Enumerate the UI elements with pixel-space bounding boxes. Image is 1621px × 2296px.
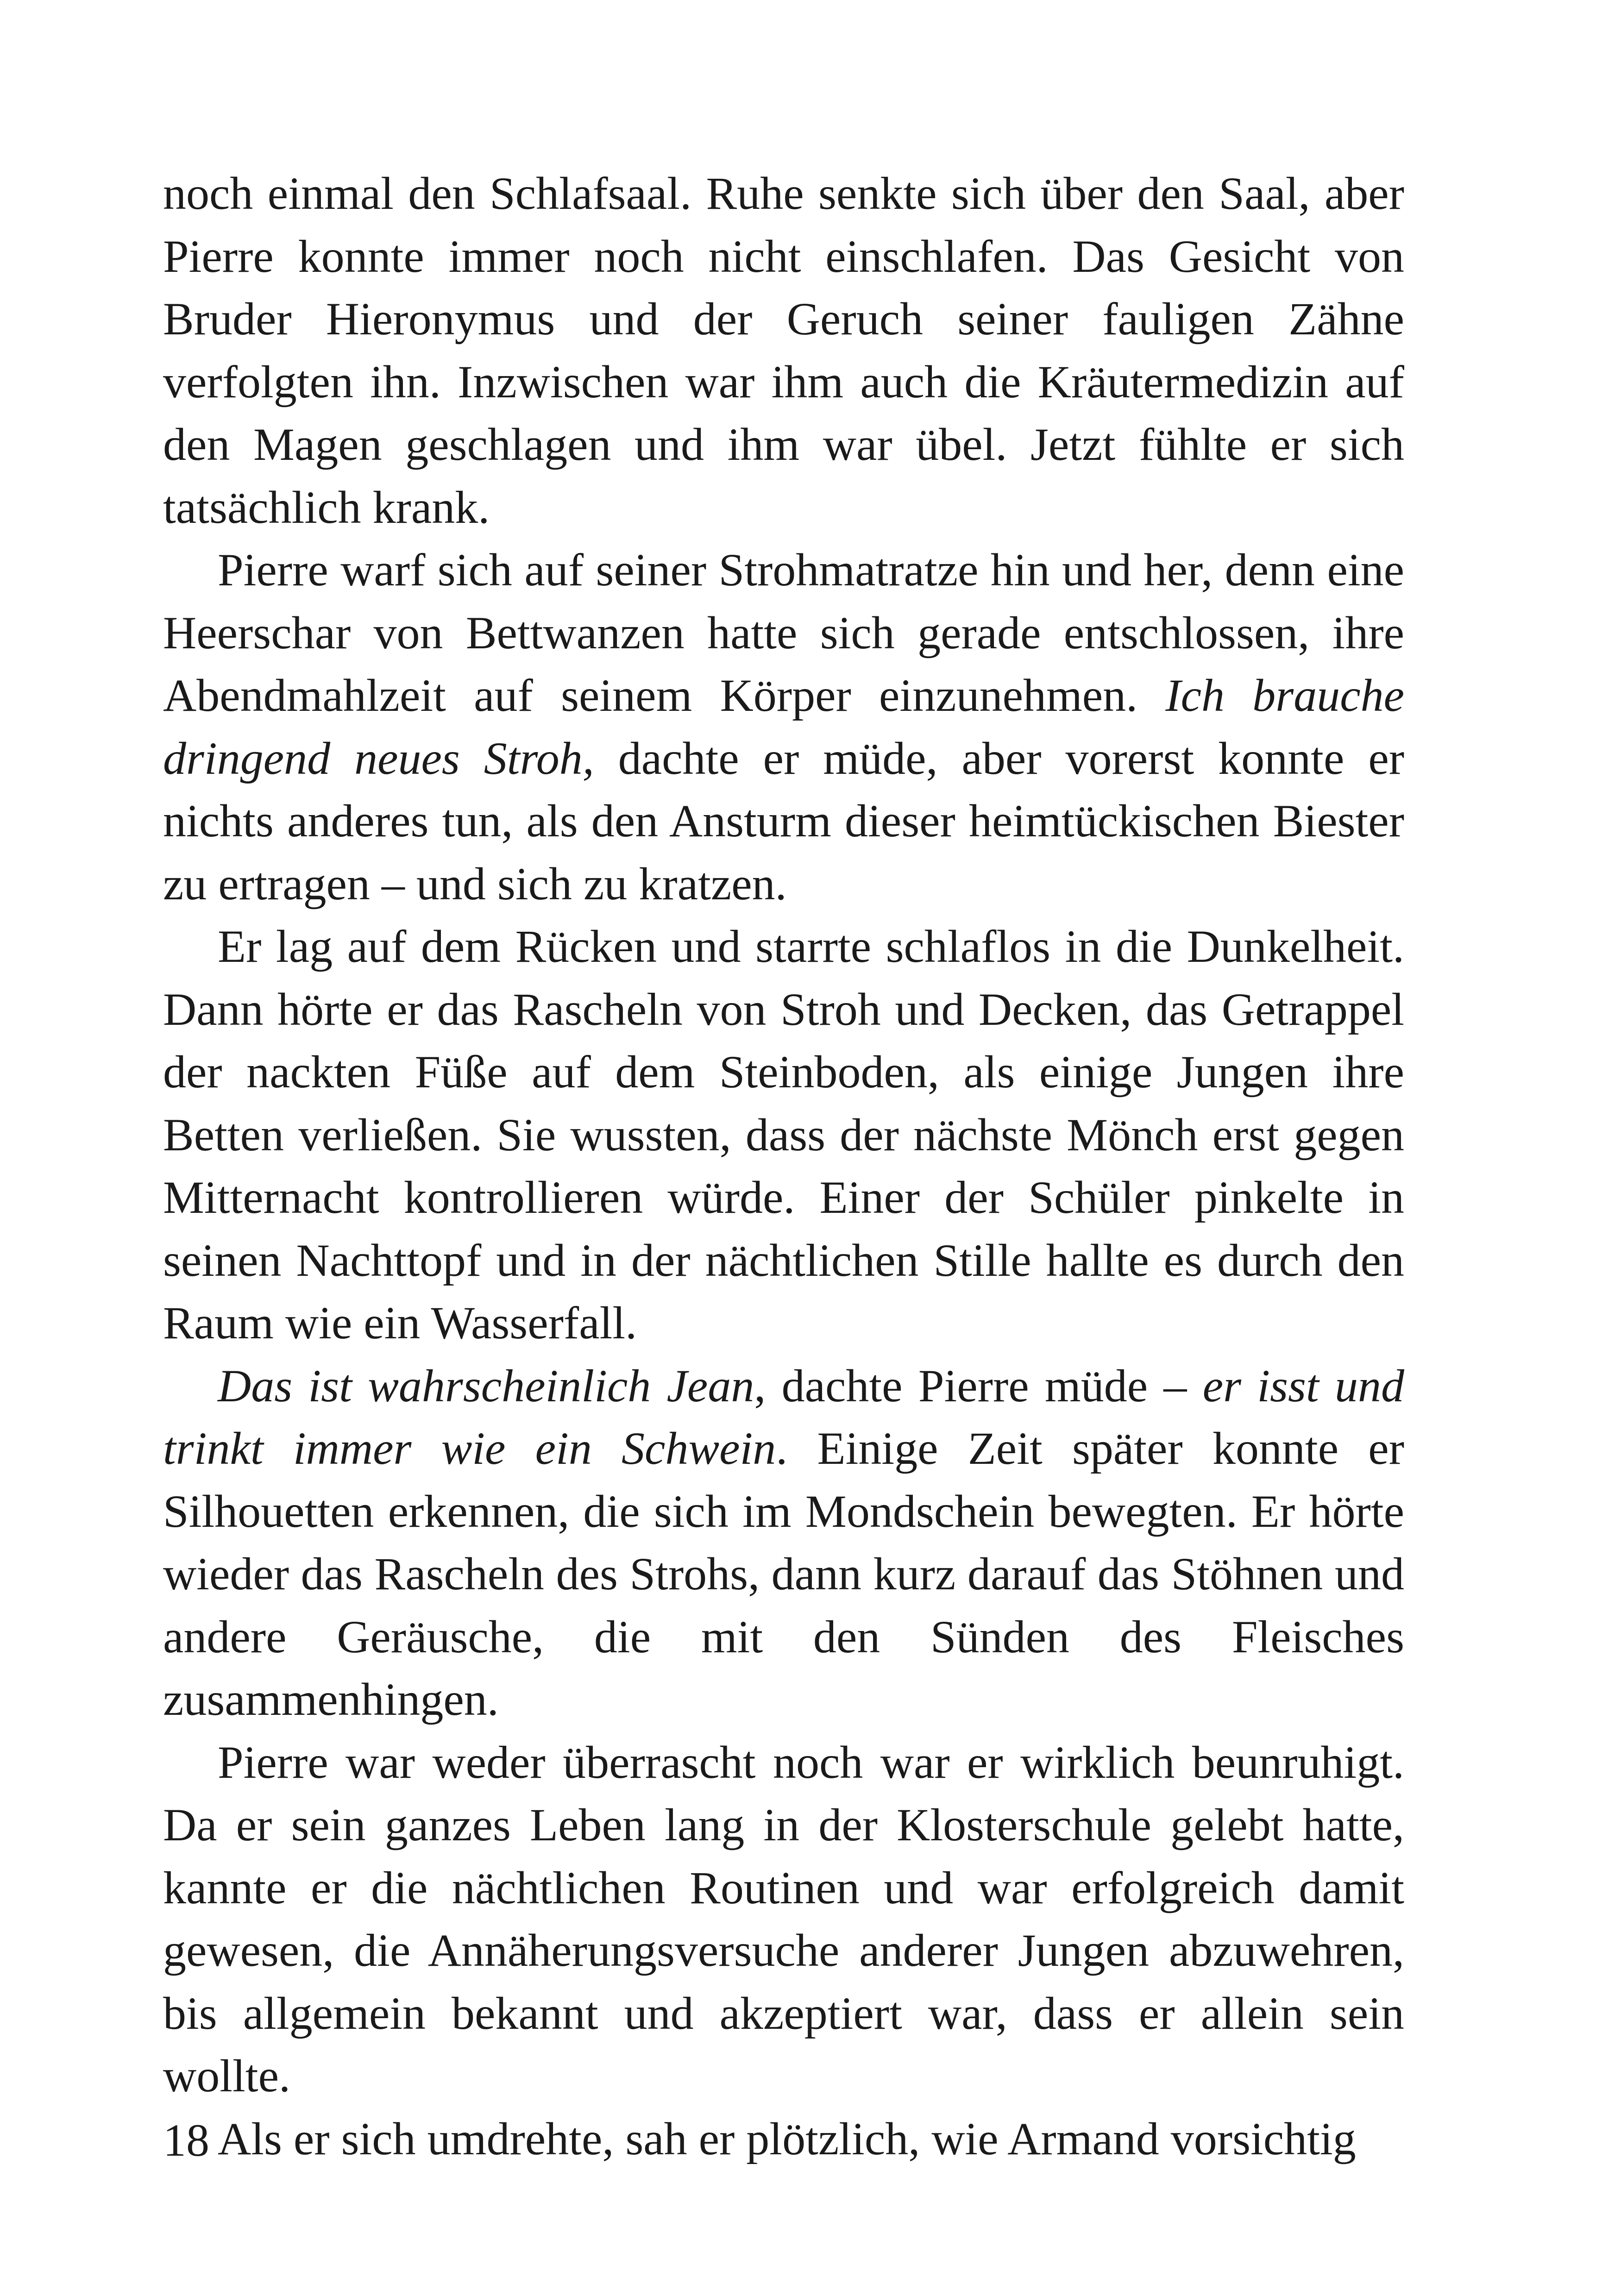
text-run: Als er sich umdrehte, sah er plötzlich, wie Armand vorsichtig [218, 2113, 1356, 2164]
italic-thought: er isst und trinkt immer wie ein Schwein [163, 1360, 1405, 1474]
text-run: Er lag auf dem Rücken und starrte schlaflos in die Dunkelheit. Dann hörte er das Rascheln von Stroh und Decken, das Getrappel der nackten Füße auf dem Steinboden, als einige Jungen ihre Betten verließen. Sie wussten, dass der nächste Mönch erst gegen Mitternacht kontrollieren würde. Einer der Schüler pinkelte in seinen Nachttopf und in der nächtlichen Stille hallte es durch den Raum wie ein Wasserfall. [163, 921, 1404, 1349]
paragraph [163, 162, 1404, 539]
text-run: . Einige Zeit später konnte er Silhouetten erkennen, die sich im Mondschein bewegten. Er hörte wieder das Rascheln des Strohs, dann kurz darauf das Stöhnen und andere Geräusche, die mit den Sünden des Fleisches zusammenhingen. [163, 1423, 1404, 1725]
body-text [163, 162, 1404, 2170]
paragraph [163, 539, 1404, 915]
paragraph [163, 1731, 1404, 2108]
text-run: noch einmal den Schlafsaal. Ruhe senkte sich über den Saal, aber Pierre konnte immer noch nicht einschlafen. Das Gesicht von Bruder Hieronymus und der Geruch seiner fauligen Zähne verfolgten ihn. Inzwischen war ihm auch die Kräutermedizin auf den Magen geschlagen und ihm war übel. Jetzt fühlte er sich tatsächlich krank. [163, 168, 1404, 533]
paragraph [163, 2108, 1404, 2171]
text-run: Pierre warf sich auf seiner Strohmatratze hin und her, denn eine Heerschar von Bettwanzen hatte sich gerade entschlossen, ihre Abendmahlzeit auf seinem Körper einzunehmen. [163, 544, 1404, 721]
text-run: , dachte Pierre müde – [754, 1360, 1203, 1411]
text-run: Pierre war weder überrascht noch war er wirklich beunruhigt. Da er sein ganzes Leben lang in der Klosterschule gelebt hatte, kannte er die nächtlichen Routinen und war erfolgreich damit gewesen, die Annäherungsversuche anderer Jungen abzuwehren, bis allgemein bekannt und akzeptiert war, dass er allein sein wollte. [163, 1736, 1404, 2102]
page-number: 18 [163, 2114, 209, 2166]
paragraph [163, 915, 1404, 1355]
italic-thought: Das ist wahrscheinlich Jean [218, 1360, 754, 1411]
paragraph [163, 1355, 1404, 1731]
italic-thought: Ich brauche dringend neues Stroh, [163, 670, 1404, 784]
text-run: dachte er müde, aber vorerst konnte er nichts anderes tun, als den Ansturm dieser heimtückischen Biester zu ertragen – und sich zu kratzen. [163, 732, 1405, 910]
